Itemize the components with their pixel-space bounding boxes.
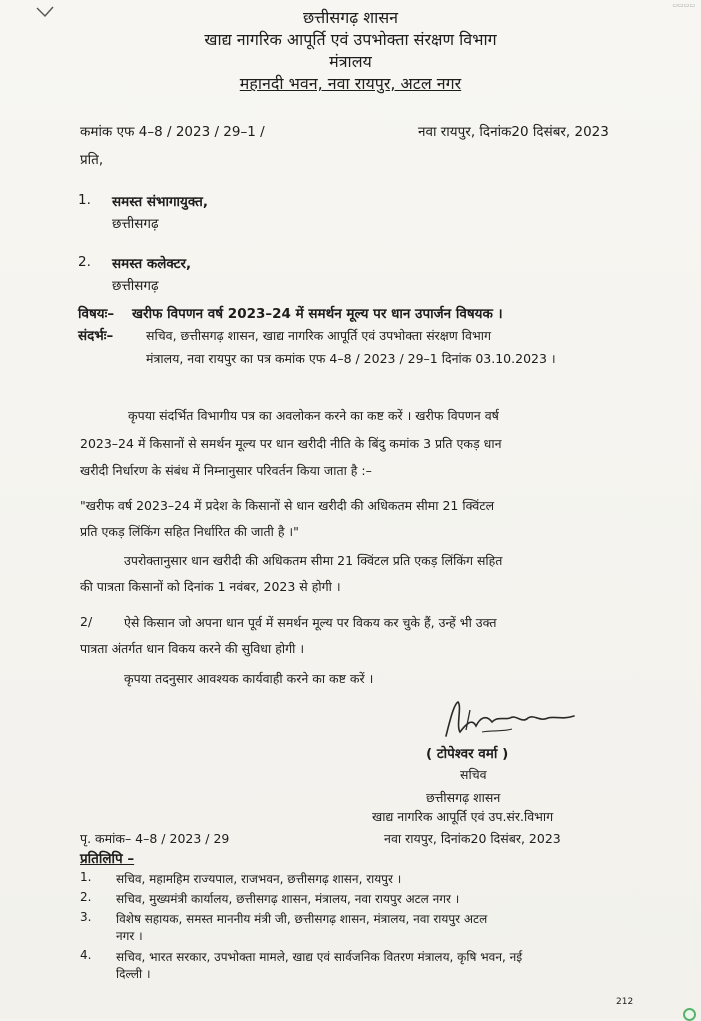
copy-item-4-num: 4. [80, 948, 92, 962]
subject-label: विषयः– [78, 306, 115, 322]
para3-num: 2/ [80, 614, 93, 629]
recipient-2-name: समस्त कलेक्टर, [112, 256, 192, 272]
copy-heading: प्रतिलिपि – [80, 851, 135, 867]
para3-line-2: पात्रता अंतर्गत धान विकय करने की सुविधा होगी । [80, 641, 305, 656]
para1-line-1: कृपया संदर्भित विभागीय पत्र का अवलोकन करने का कष्ट करें । खरीफ विपणन वर्ष [128, 408, 499, 423]
para3-line-1: ऐसे किसान जो अपना धान पूर्व में समर्थन मूल्य पर विकय कर चुके हैं, उन्हें भी उक्त [124, 615, 497, 630]
copy-ref-number: पृ. कमांक– 4–8 / 2023 / 29 [80, 831, 230, 846]
copy-item-3-text-cont: नगर । [116, 929, 143, 943]
scan-watermark: ▭▭▭▭ [672, 2, 695, 9]
reference-line-2: मंत्रालय, नवा रायपुर का पत्र कमांक एफ 4–8 / 2023 / 29–1 दिनांक 03.10.2023 । [146, 351, 556, 366]
recipient-2-state: छत्तीसगढ़ [112, 278, 159, 294]
signatory-designation: सचिव [460, 767, 487, 782]
para1-line-2: 2023–24 में किसानों से समर्थन मूल्य पर धान खरीदी नीति के बिंदु कमांक 3 प्रति एकड़ धान [80, 436, 502, 451]
page-number: 212 [616, 997, 634, 1007]
scanner-status-icon [683, 1008, 696, 1021]
reference-label: संदर्भः– [78, 328, 114, 344]
copy-item-1-num: 1. [80, 870, 92, 884]
subject-text: खरीफ विपणन वर्ष 2023–24 में समर्थन मूल्य पर धान उपार्जन विषयक । [132, 306, 503, 322]
recipient-1-state: छत्तीसगढ़ [112, 216, 159, 232]
signatory-place-date: नवा रायपुर, दिनांक20 दिसंबर, 2023 [384, 831, 561, 846]
reference-line-1: सचिव, छत्तीसगढ़ शासन, खाद्य नागरिक आपूर्ति एवं उपभोक्ता संरक्षण विभाग [146, 328, 492, 343]
recipient-1-name: समस्त संभागायुक्त, [112, 194, 208, 210]
copy-item-4-text-cont: दिल्ली । [116, 967, 151, 981]
header-govt: छत्तीसगढ़ शासन [302, 8, 399, 27]
copy-item-1-text: सचिव, महामहिम राज्यपाल, राजभवन, छत्तीसगढ़ शासन, रायपुर । [116, 872, 402, 886]
signatory-department: खाद्य नागरिक आपूर्ति एवं उप.संर.विभाग [372, 809, 554, 824]
copy-item-3-text: विशेष सहायक, समस्त माननीय मंत्री जी, छत्तीसगढ़ शासन, मंत्रालय, नवा रायपुर अटल [116, 912, 488, 926]
handwritten-signature [436, 696, 586, 742]
header-address: महानदी भवन, नवा रायपुर, अटल नगर [239, 74, 462, 93]
copy-item-4-text: सचिव, भारत सरकार, उपभोक्ता मामले, खाद्य एवं सार्वजनिक वितरण मंत्रालय, कृषि भवन, नई [116, 950, 523, 964]
quote-line-1: "खरीफ वर्ष 2023–24 में प्रदेश के किसानों से धान खरीदी की अधिकतम सीमा 21 क्विंटल [80, 498, 495, 513]
quote-line-2: प्रति एकड़ लिंकिंग सहित निर्धारित की जाती है ।" [80, 524, 299, 539]
header-ministry: मंत्रालय [329, 52, 372, 71]
recipient-1-num: 1. [78, 192, 91, 208]
copy-item-2-text: सचिव, मुख्यमंत्री कार्यालय, छत्तीसगढ़ शासन, मंत्रालय, नवा रायपुर अटल नगर । [116, 892, 460, 906]
para2-line-2: की पात्रता किसानों को दिनांक 1 नवंबर, 2023 से होगी । [80, 579, 341, 594]
prati-label: प्रति, [80, 152, 104, 168]
signatory-name: ( टोपेश्वर वर्मा ) [426, 746, 509, 762]
signatory-org: छत्तीसगढ़ शासन [426, 790, 501, 805]
copy-item-2-num: 2. [80, 890, 92, 904]
letter-place-date: नवा रायपुर, दिनांक20 दिसंबर, 2023 [418, 124, 609, 140]
para1-line-3: खरीदी निर्धारण के संबंध में निम्नानुसार परिवर्तन किया जाता है :– [80, 463, 372, 478]
closing-line: कृपया तदनुसार आवश्यक कार्यवाही करने का कष्ट करें । [124, 671, 374, 686]
copy-item-3-num: 3. [80, 910, 92, 924]
para2-line-1: उपरोक्तानुसार धान खरीदी की अधिकतम सीमा 21 क्विंटल प्रति एकड़ लिंकिंग सहित [124, 553, 503, 568]
recipient-2-num: 2. [78, 254, 91, 270]
header-department: खाद्य नागरिक आपूर्ति एवं उपभोक्ता संरक्षण विभाग [204, 30, 497, 49]
letter-number: कमांक एफ 4–8 / 2023 / 29–1 / [80, 124, 265, 140]
